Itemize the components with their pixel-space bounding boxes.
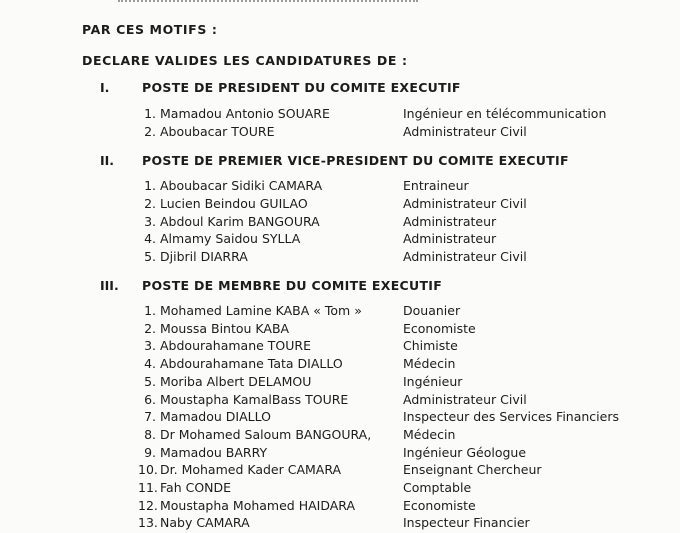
candidate-name: Abdourahamane TOURE bbox=[160, 338, 312, 354]
candidate-row bbox=[0, 249, 680, 267]
candidate-number: 2. bbox=[144, 123, 156, 139]
candidate-row bbox=[0, 480, 680, 498]
candidate-row bbox=[0, 392, 680, 410]
candidate-row bbox=[0, 231, 680, 249]
candidate-row bbox=[0, 303, 680, 321]
motifs-heading: PAR CES MOTIFS : bbox=[82, 22, 218, 37]
candidate-profession: Médecin bbox=[403, 426, 456, 442]
candidate-number: 1. bbox=[144, 303, 156, 318]
candidate-number: 5. bbox=[144, 249, 156, 265]
candidate-number: 3. bbox=[144, 213, 156, 229]
section-number: III. bbox=[100, 278, 119, 293]
candidate-profession: Ingénieur Géologue bbox=[403, 444, 527, 460]
candidate-row bbox=[0, 321, 680, 339]
candidate-profession: Administrateur Civil bbox=[403, 195, 527, 211]
candidate-row bbox=[0, 356, 680, 374]
candidate-row bbox=[0, 515, 680, 533]
candidate-name: Abdoul Karim BANGOURA bbox=[160, 213, 320, 229]
candidate-number: 5. bbox=[144, 373, 156, 389]
candidate-name: Moustapha Mohamed HAIDARA bbox=[160, 497, 356, 513]
candidate-row bbox=[0, 338, 680, 356]
section-number: I. bbox=[100, 80, 110, 95]
candidate-row bbox=[0, 498, 680, 516]
candidate-name: Naby CAMARA bbox=[160, 515, 250, 531]
candidate-profession: Chimiste bbox=[403, 338, 458, 354]
candidate-row bbox=[0, 196, 680, 214]
candidate-name: Lucien Beindou GUILAO bbox=[160, 195, 308, 211]
candidate-name: Mamadou BARRY bbox=[160, 444, 268, 460]
candidate-number: 13. bbox=[138, 515, 158, 531]
candidate-profession: Comptable bbox=[403, 480, 472, 495]
candidate-profession: Ingénieur en télécommunication bbox=[403, 106, 607, 121]
candidate-profession: Administrateur Civil bbox=[403, 391, 527, 407]
section-number: II. bbox=[100, 153, 115, 168]
candidate-number: 1. bbox=[144, 106, 156, 121]
candidate-name: Dr. Mohamed Kader CAMARA bbox=[160, 462, 342, 478]
top-dotted-line bbox=[118, 0, 418, 6]
candidate-row bbox=[0, 409, 680, 427]
candidate-row bbox=[0, 106, 680, 124]
candidate-row bbox=[0, 445, 680, 463]
candidate-number: 7. bbox=[144, 409, 156, 425]
candidate-profession: Enseignant Chercheur bbox=[403, 462, 542, 478]
candidate-name: Dr Mohamed Saloum BANGOURA, bbox=[160, 426, 372, 442]
candidate-row bbox=[0, 462, 680, 480]
candidate-name: Abdourahamane Tata DIALLO bbox=[160, 356, 343, 372]
candidate-profession: Médecin bbox=[403, 356, 456, 372]
candidate-name: Aboubacar Sidiki CAMARA bbox=[160, 178, 323, 193]
candidate-row bbox=[0, 374, 680, 392]
candidate-number: 1. bbox=[144, 178, 156, 193]
candidate-profession: Administrateur bbox=[403, 213, 497, 229]
candidate-profession: Inspecteur des Services Financiers bbox=[403, 409, 619, 425]
candidate-name: Djibril DIARRA bbox=[160, 249, 248, 265]
declare-heading: DECLARE VALIDES LES CANDIDATURES DE : bbox=[82, 53, 408, 68]
candidate-number: 4. bbox=[144, 356, 156, 372]
candidate-number: 11. bbox=[138, 480, 158, 495]
candidate-profession: Entraineur bbox=[403, 178, 469, 193]
candidate-name: Almamy Saidou SYLLA bbox=[160, 231, 301, 247]
candidate-name: Moustapha KamalBass TOURE bbox=[160, 391, 349, 407]
candidate-number: 12. bbox=[138, 497, 158, 513]
candidate-name: Moriba Albert DELAMOU bbox=[160, 373, 312, 389]
candidate-profession: Administrateur bbox=[403, 231, 497, 247]
candidate-profession: Ingénieur bbox=[403, 373, 463, 389]
section-title: POSTE DE PRESIDENT DU COMITE EXECUTIF bbox=[142, 80, 461, 95]
candidate-profession: Economiste bbox=[403, 320, 476, 336]
candidate-profession: Economiste bbox=[403, 497, 476, 513]
candidate-name: Mamadou DIALLO bbox=[160, 409, 271, 425]
section-title: POSTE DE PREMIER VICE-PRESIDENT DU COMITE EXECUTIF bbox=[142, 153, 569, 168]
candidate-number: 8. bbox=[144, 426, 156, 442]
candidate-number: 3. bbox=[144, 338, 156, 354]
candidate-number: 10. bbox=[138, 462, 158, 478]
candidate-row bbox=[0, 427, 680, 445]
candidate-row bbox=[0, 214, 680, 232]
candidate-profession: Administrateur Civil bbox=[403, 249, 527, 265]
candidate-profession: Inspecteur Financier bbox=[403, 515, 530, 531]
candidate-number: 6. bbox=[144, 391, 156, 407]
section-title: POSTE DE MEMBRE DU COMITE EXECUTIF bbox=[142, 278, 443, 293]
candidate-number: 9. bbox=[144, 444, 156, 460]
candidate-profession: Administrateur Civil bbox=[403, 123, 527, 139]
candidate-name: Mohamed Lamine KABA « Tom » bbox=[160, 303, 362, 318]
candidate-name: Moussa Bintou KABA bbox=[160, 320, 290, 336]
candidate-profession: Douanier bbox=[403, 303, 461, 318]
candidate-row bbox=[0, 178, 680, 196]
candidate-name: Fah CONDE bbox=[160, 480, 232, 495]
candidate-number: 4. bbox=[144, 231, 156, 247]
candidate-name: Mamadou Antonio SOUARE bbox=[160, 106, 330, 121]
candidate-name: Aboubacar TOURE bbox=[160, 123, 275, 139]
candidate-number: 2. bbox=[144, 320, 156, 336]
candidate-row bbox=[0, 124, 680, 142]
candidate-number: 2. bbox=[144, 195, 156, 211]
